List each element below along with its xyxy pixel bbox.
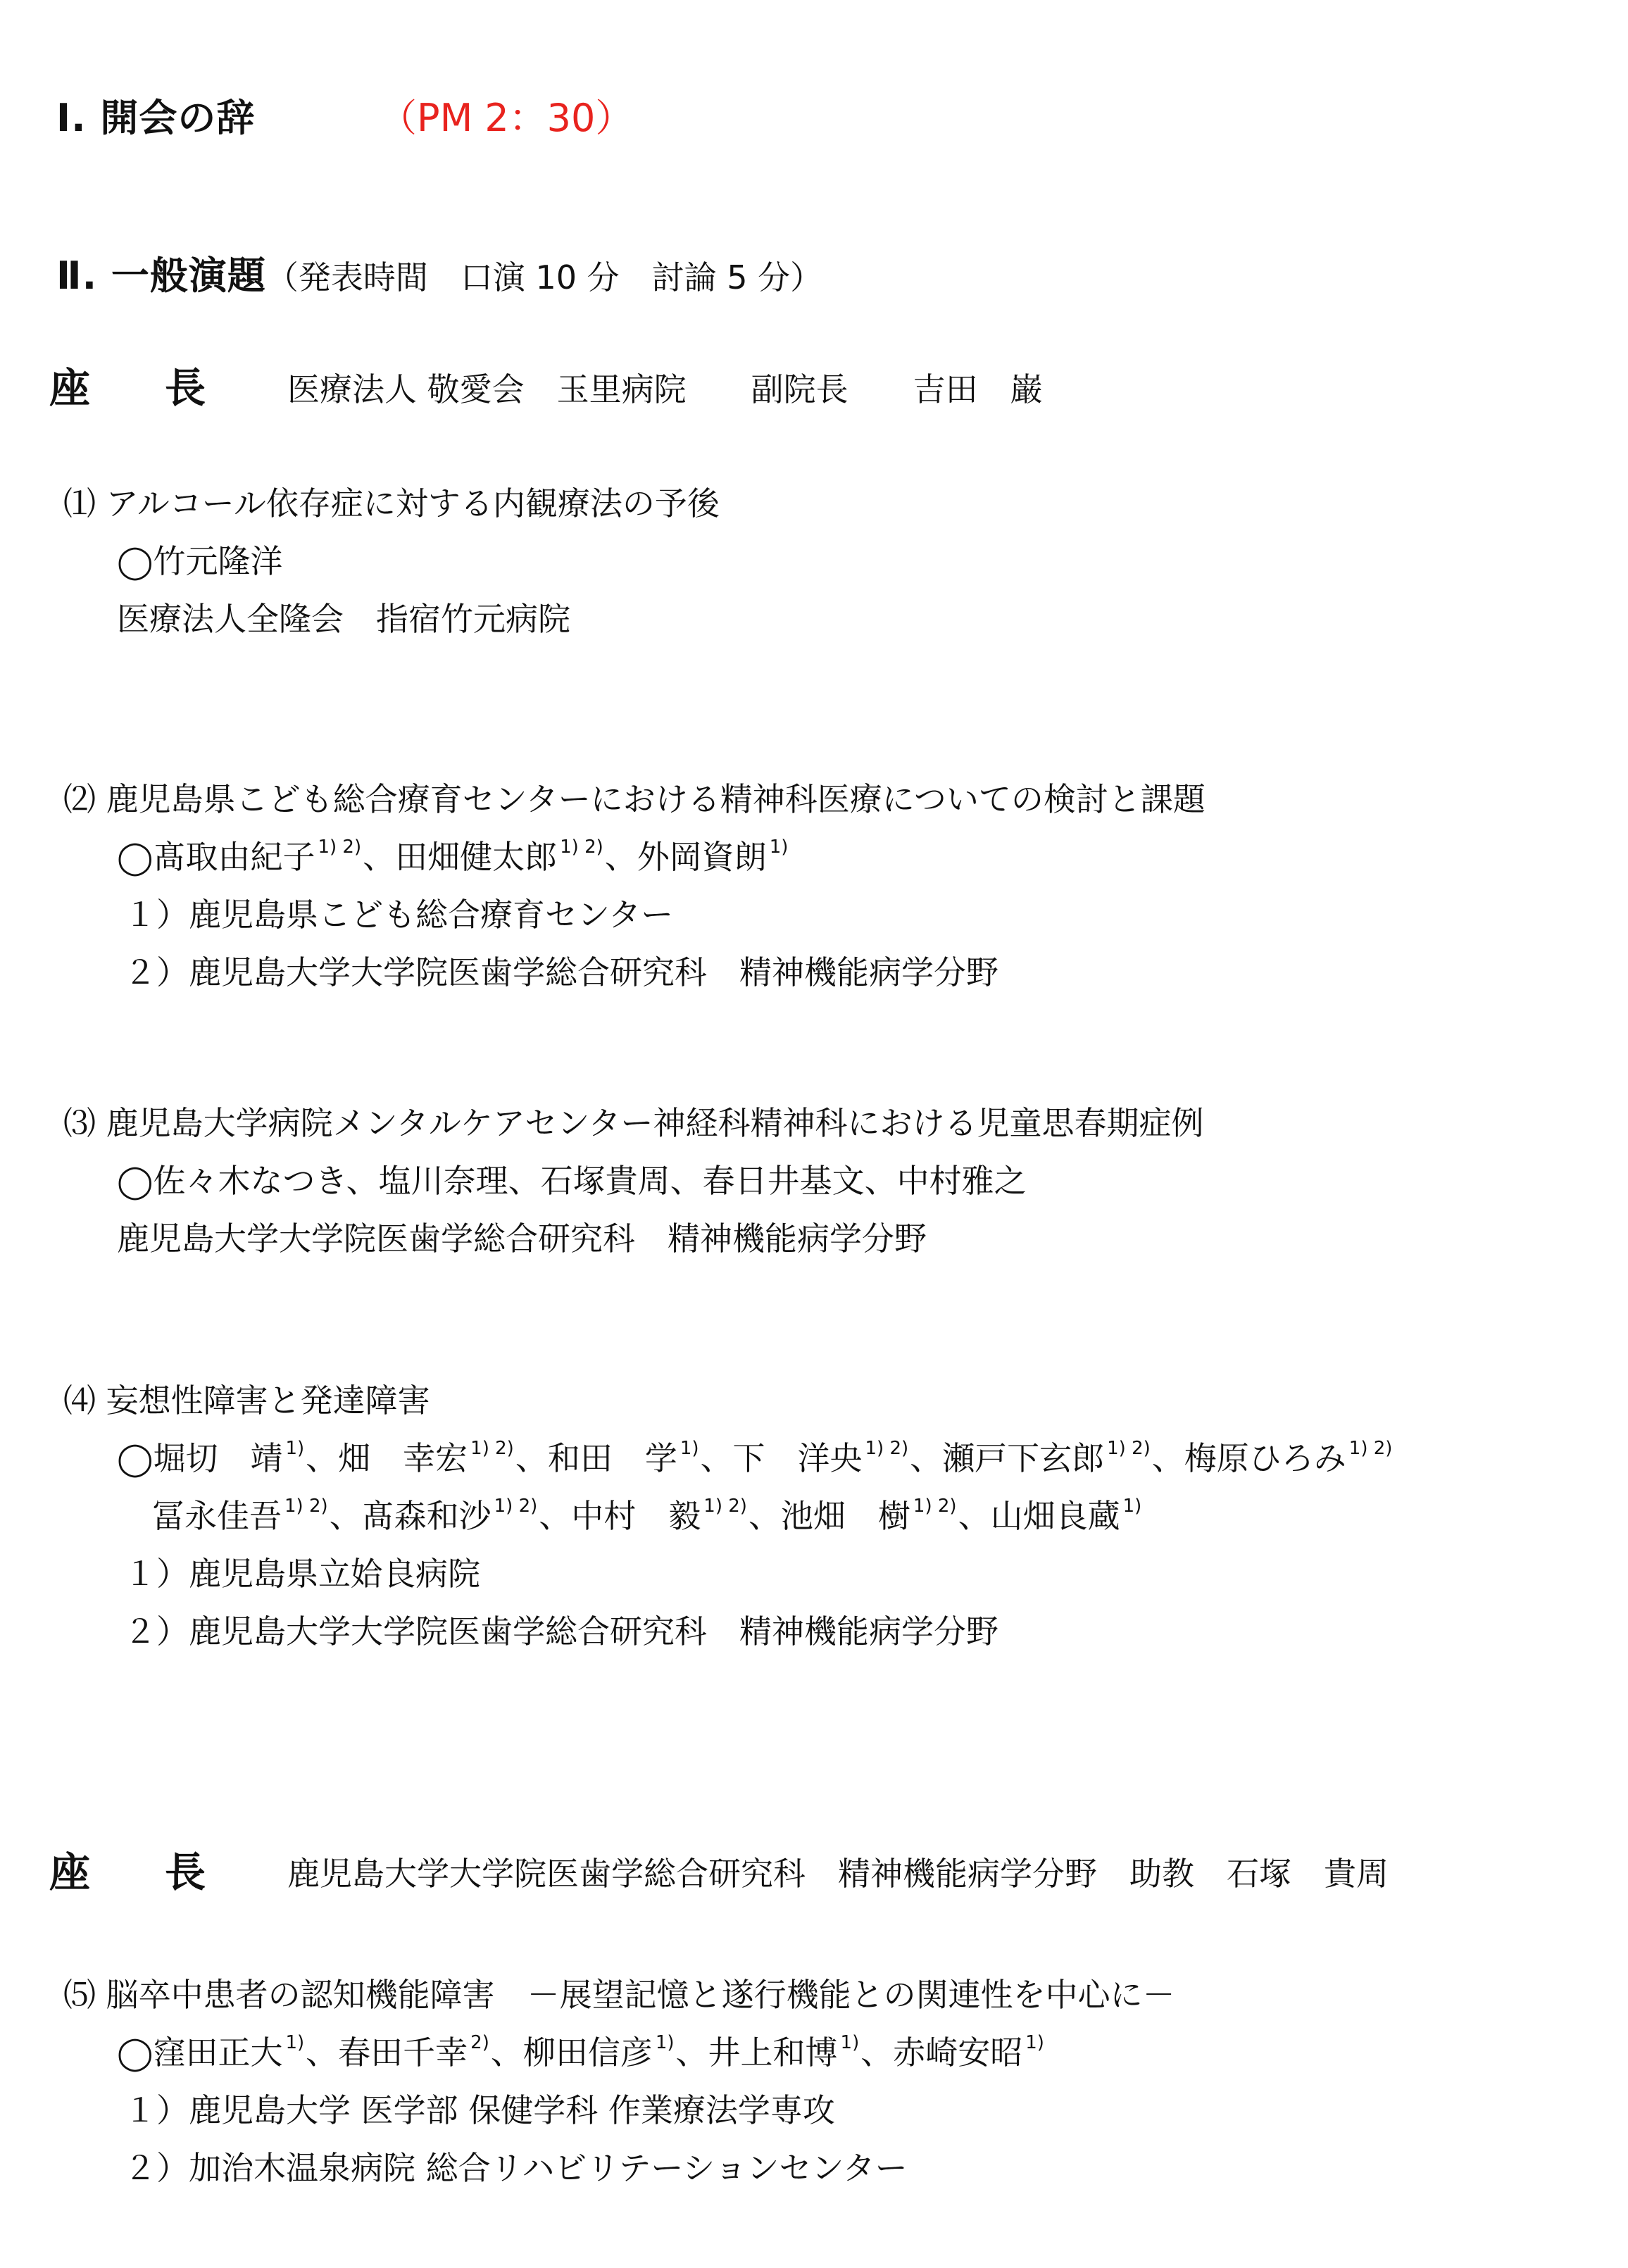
p4-aff2: ２）鹿児島大学大学院医歯学総合研究科 精神機能病学分野 xyxy=(124,1612,998,1650)
p2-author-affil-mark: 1) 2) xyxy=(318,837,362,858)
p5-author-affil-mark: 1) xyxy=(840,2032,860,2053)
general-heading xyxy=(56,255,822,296)
p2-author-separator: 、 xyxy=(604,838,637,876)
p4-author-name: 瀬戸下玄郎 xyxy=(942,1439,1105,1477)
p4-author-name: 髙森和沙 xyxy=(361,1497,491,1535)
p4-author-affil-mark: 1) 2) xyxy=(1107,1438,1151,1459)
p5-author-name: 春田千幸 xyxy=(338,2034,468,2072)
p4-author-separator: 、 xyxy=(515,1439,548,1477)
p5-aff1: １）鹿児島大学 医学部 保健学科 作業療法学専攻 xyxy=(124,2091,835,2129)
p4-author-affil-mark: 1) 2) xyxy=(494,1496,538,1517)
p2-author-separator: 、 xyxy=(363,838,396,876)
p4-author-affil-mark: 1) 2) xyxy=(1348,1438,1393,1459)
p2-author-name: ◯髙取由紀子 xyxy=(117,838,315,876)
p1-title: ⑴ アルコール依存症に対する内観療法の予後 xyxy=(63,484,720,522)
p2-author-affil-mark: 1) 2) xyxy=(560,837,603,858)
p3-authors: ◯佐々木なつき、塩川奈理、石塚貴周、春日井基文、中村雅之 xyxy=(117,1162,1027,1200)
p5-author-affil-mark: 1) xyxy=(285,2032,305,2053)
p4-author-separator: 、 xyxy=(1151,1439,1184,1477)
p4-author-affil-mark: 1) 2) xyxy=(913,1496,957,1517)
general-note: （発表時間 口演 10 分 討論 5 分） xyxy=(265,258,823,296)
p4-author-name: 和田 学 xyxy=(547,1439,677,1477)
p5-author-affil-mark: 1) xyxy=(655,2032,675,2053)
p4-author-separator: 、 xyxy=(748,1497,781,1535)
general-title: Ⅱ. 一般演題 xyxy=(56,253,266,298)
p4-author-separator: 、 xyxy=(958,1497,991,1535)
p2-title: ⑵ 鹿児島県こども総合療育センターにおける精神科医療についての検討と課題 xyxy=(63,780,1206,818)
p4-author-separator: 、 xyxy=(306,1439,339,1477)
p5-author-separator: 、 xyxy=(860,2034,894,2072)
opening-title: Ⅰ. 開会の辞 xyxy=(56,96,256,140)
p4-author-name: 畑 幸宏 xyxy=(338,1439,468,1477)
p4-author-name: 山畑良蔵 xyxy=(990,1497,1120,1535)
p5-author-name: ◯窪田正大 xyxy=(117,2034,283,2072)
p4-author-separator: 、 xyxy=(329,1497,362,1535)
p5-aff2: ２）加治木温泉病院 総合リハビリテーションセンター xyxy=(124,2149,908,2187)
p2-author-name: 外岡資朗 xyxy=(637,838,767,876)
p5-author-name: 柳田信彦 xyxy=(522,2034,653,2072)
p3-title: ⑶ 鹿児島大学病院メンタルケアセンター神経科精神科における児童思春期症例 xyxy=(63,1104,1204,1142)
p4-author-affil-mark: 1) 2) xyxy=(703,1496,747,1517)
p4-author-affil-mark: 1) xyxy=(680,1438,699,1459)
p4-author-name: 池畑 樹 xyxy=(780,1497,910,1535)
opening-time: （PM 2：30） xyxy=(379,96,634,140)
p4-author-name: ◯堀切 靖 xyxy=(117,1439,283,1477)
p4-author-name: 梅原ひろみ xyxy=(1184,1439,1346,1477)
p4-author-name: 下 洋央 xyxy=(732,1439,863,1477)
p2-aff1: １）鹿児島県こども総合療育センター xyxy=(124,896,674,934)
p5-author-separator: 、 xyxy=(490,2034,523,2072)
chair1-info: 医療法人 敬愛会 玉里病院 副院長 吉田 巌 xyxy=(287,370,1043,408)
p4-author-separator: 、 xyxy=(539,1497,572,1535)
chair2-info: 鹿児島大学大学院医歯学総合研究科 精神機能病学分野 助教 石塚 貴周 xyxy=(287,1855,1389,1893)
p4-author-affil-mark: 1) 2) xyxy=(865,1438,909,1459)
p4-author-separator: 、 xyxy=(910,1439,943,1477)
p4-authors-line1 xyxy=(117,1438,1394,1477)
p5-author-affil-mark: 1) xyxy=(1025,2032,1044,2053)
p5-author-separator: 、 xyxy=(675,2034,708,2072)
p5-title: ⑸ 脳卒中患者の認知機能障害 －展望記憶と遂行機能との関連性を中心に－ xyxy=(63,1976,1175,2014)
p4-author-affil-mark: 1) 2) xyxy=(284,1496,328,1517)
p4-author-separator: 、 xyxy=(700,1439,733,1477)
chair1-label: 座 長 xyxy=(49,364,223,412)
p1-affiliation: 医療法人全隆会 指宿竹元病院 xyxy=(117,600,570,638)
p4-author-affil-mark: 1) xyxy=(285,1438,305,1459)
p2-author-name: 田畑健太郎 xyxy=(395,838,558,876)
p5-author-name: 赤崎安昭 xyxy=(893,2034,1023,2072)
p4-author-name: 冨永佳吾 xyxy=(152,1497,282,1535)
p4-title: ⑷ 妄想性障害と発達障害 xyxy=(63,1382,430,1420)
p4-aff1: １）鹿児島県立姶良病院 xyxy=(124,1555,480,1593)
p5-author-separator: 、 xyxy=(306,2034,339,2072)
p4-author-affil-mark: 1) xyxy=(1122,1496,1142,1517)
p4-author-affil-mark: 1) 2) xyxy=(470,1438,514,1459)
p3-affiliation: 鹿児島大学大学院医歯学総合研究科 精神機能病学分野 xyxy=(117,1220,927,1258)
chair2-label: 座 長 xyxy=(49,1848,223,1896)
p2-authors xyxy=(117,839,789,875)
p5-author-name: 井上和博 xyxy=(708,2034,838,2072)
p4-author-name: 中村 毅 xyxy=(571,1497,701,1535)
p4-authors-line2 xyxy=(152,1498,1143,1534)
p2-aff2: ２）鹿児島大学大学院医歯学総合研究科 精神機能病学分野 xyxy=(124,953,998,991)
p5-authors xyxy=(117,2032,1046,2072)
p1-authors: ◯竹元隆洋 xyxy=(117,542,283,580)
p5-author-affil-mark: 2) xyxy=(470,2032,489,2053)
p2-author-affil-mark: 1) xyxy=(769,837,789,858)
